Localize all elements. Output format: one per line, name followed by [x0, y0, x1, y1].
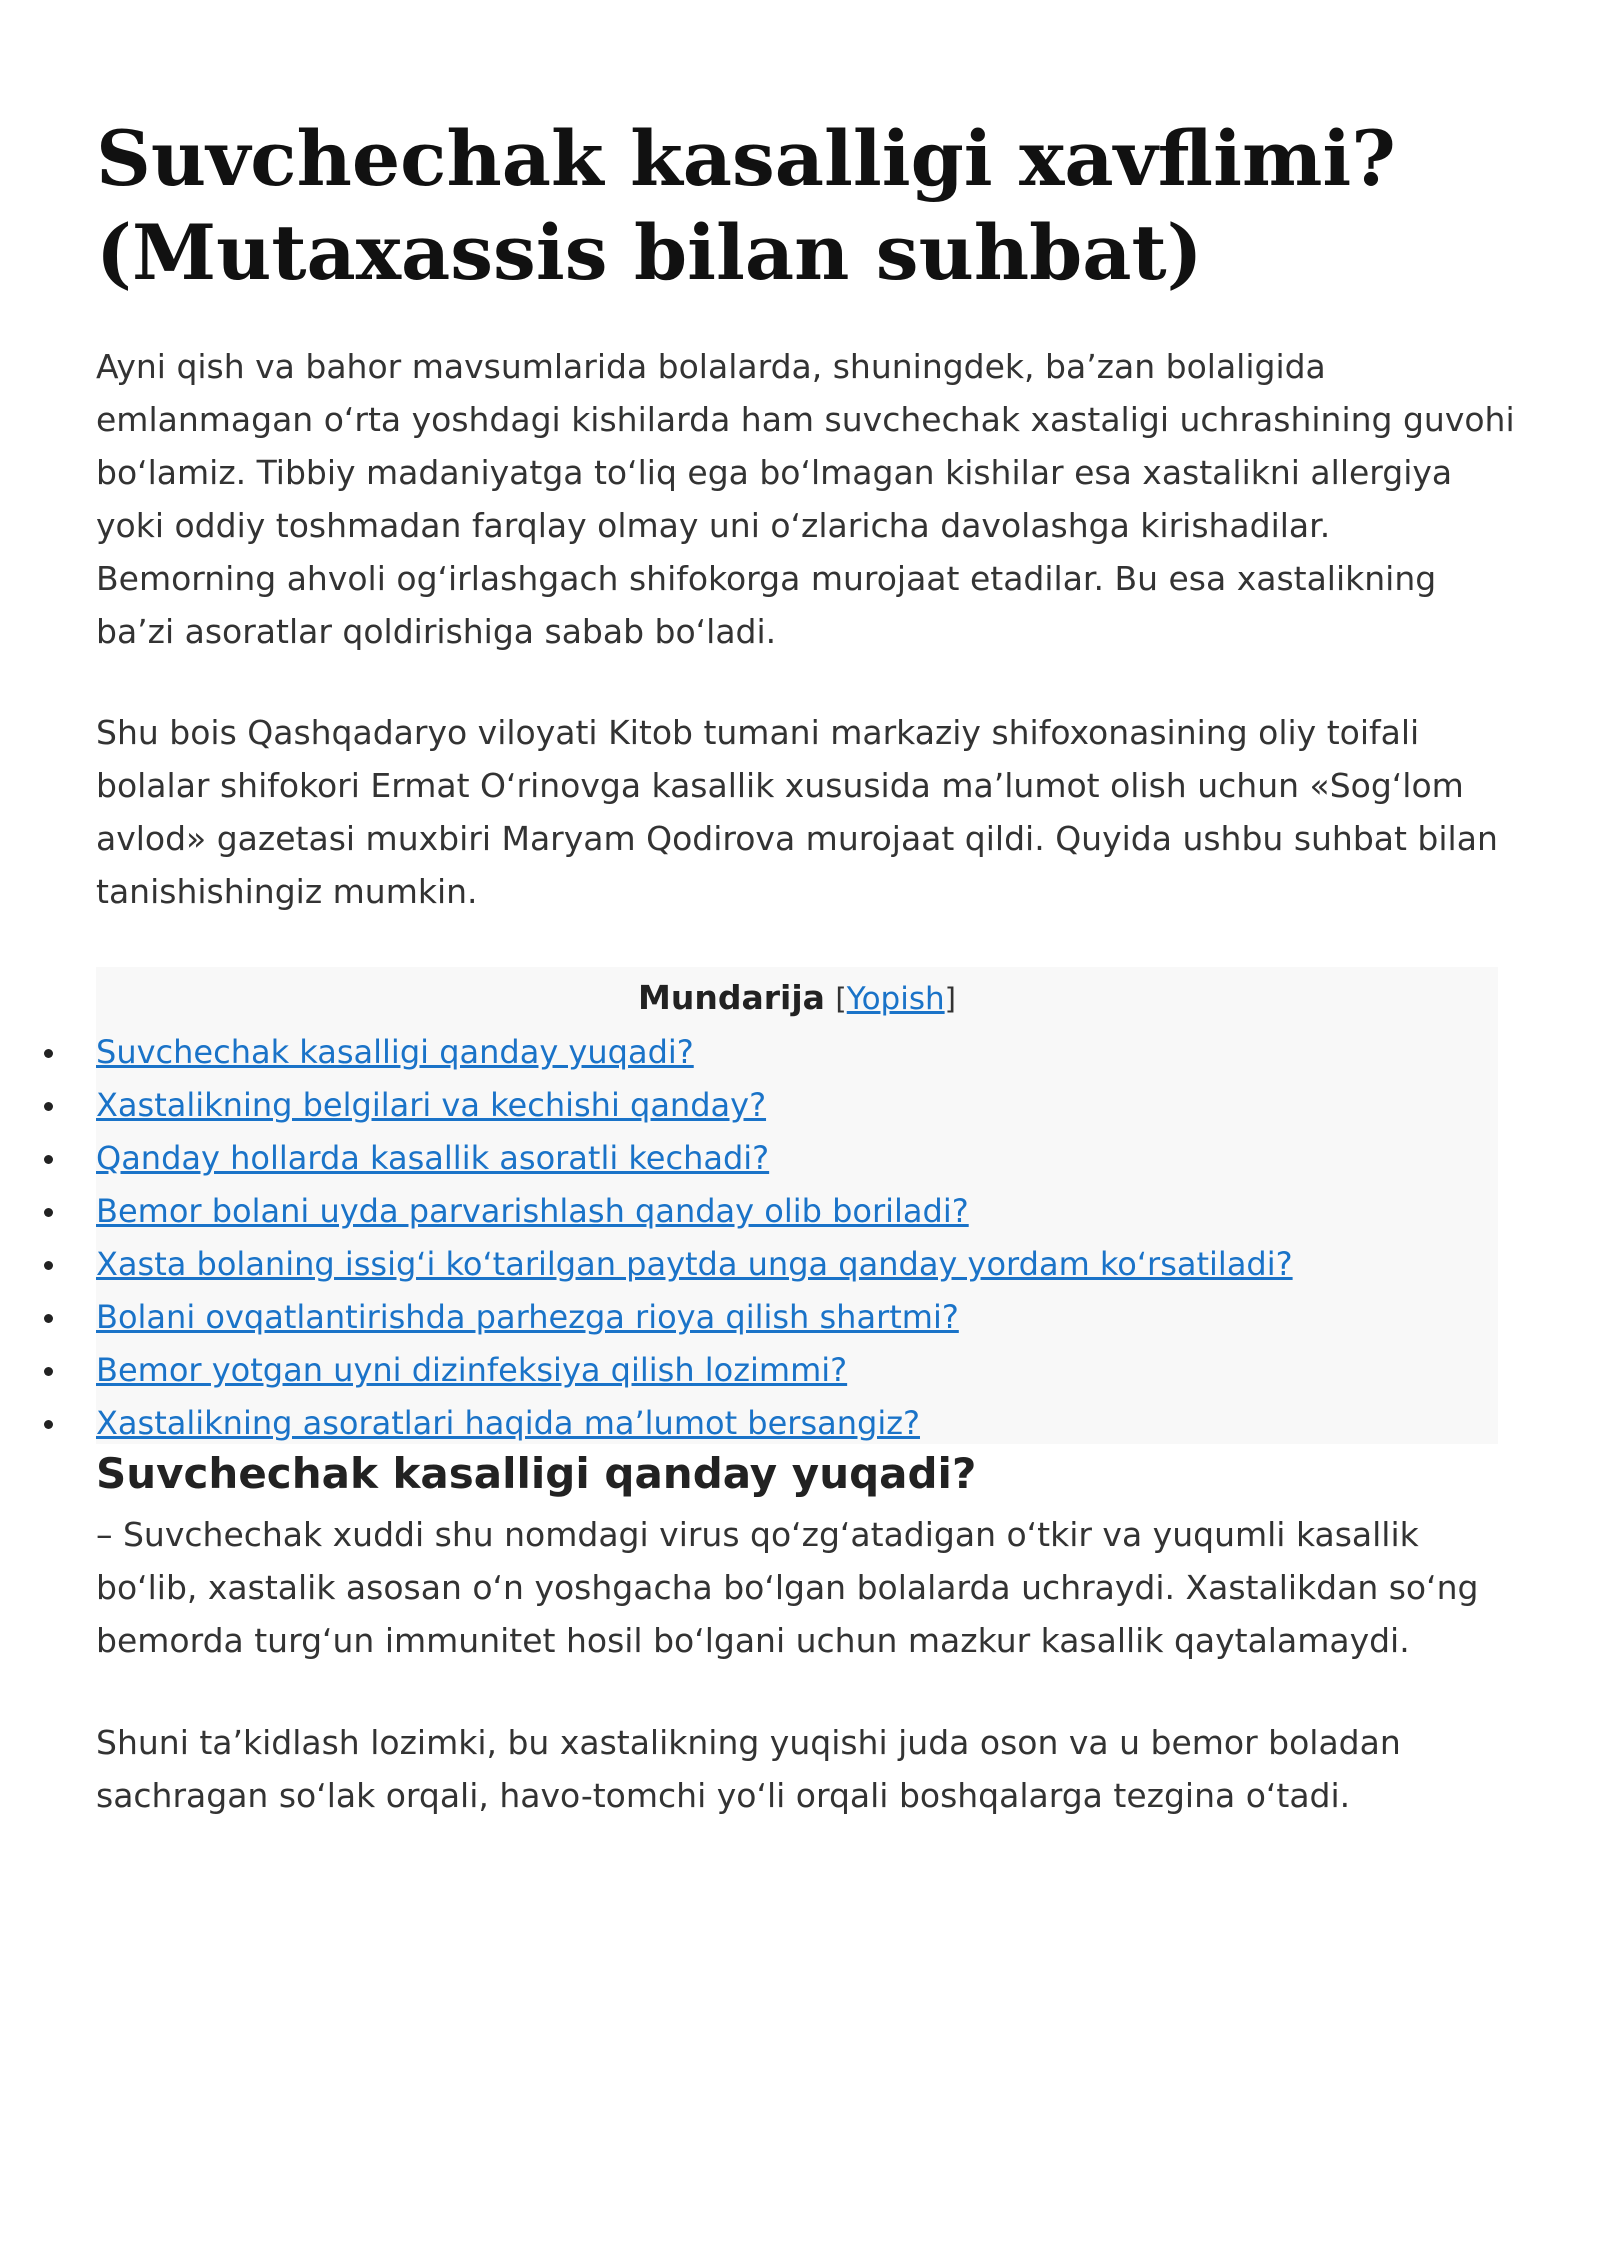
- article-title: Suvchechak kasalligi xavflimi? (Mutaxassis bilan suhbat): [96, 114, 1396, 297]
- toc-heading: Mundarija: [638, 978, 825, 1017]
- bullet-icon: [44, 1367, 53, 1376]
- section-paragraph-2: Shuni ta’kidlash lozimki, bu xastalikning yuqishi juda oson va u bemor boladan sachragan so‘lak orqali, havo-tomchi yo‘li orqali boshqalarga tezgina o‘tadi.: [96, 1723, 1401, 1815]
- toc-link-symptoms[interactable]: Xastalikning belgilari va kechishi qanday?: [96, 1086, 767, 1124]
- toc-item: [96, 1292, 1516, 1345]
- toc-link-diet[interactable]: Bolani ovqatlantirishda parhezga rioya qilish shartmi?: [96, 1298, 959, 1336]
- toc-bracket-open: [: [835, 982, 847, 1016]
- toc-item: [96, 1186, 1516, 1239]
- toc-list: [96, 1027, 1516, 1451]
- bullet-icon: [44, 1420, 53, 1429]
- toc-item: [96, 1345, 1516, 1398]
- section-heading: Suvchechak kasalligi qanday yuqadi?: [96, 1449, 977, 1498]
- toc-link-disinfection[interactable]: Bemor yotgan uyni dizinfeksiya qilish lozimmi?: [96, 1351, 848, 1389]
- intro-paragraph-1: Ayni qish va bahor mavsumlarida bolalarda, shuningdek, ba’zan bolaligida emlanmagan o‘rta yoshdagi kishilarda ham suvchechak xastaligi uchrashining guvohi bo‘lamiz. Tibbiy madaniyatga to‘liq ega bo‘lmagan kishilar esa xastalikni allergiya yoki oddiy toshmadan farqlay olmay uni o‘zlaricha davolashga kirishadilar. Bemorning ahvoli og‘irlashgach shifokorga murojaat etadilar. Bu esa xastalikning ba’zi asoratlar qoldirishiga sabab bo‘ladi.: [96, 347, 1515, 651]
- toc-item: [96, 1133, 1516, 1186]
- toc-item: [96, 1080, 1516, 1133]
- toc-title-row: [96, 973, 1498, 1024]
- toc-link-home-care[interactable]: Bemor bolani uyda parvarishlash qanday olib boriladi?: [96, 1192, 969, 1230]
- toc-bracket-close: ]: [944, 982, 956, 1016]
- toc-item: [96, 1027, 1516, 1080]
- toc-toggle-link[interactable]: Yopish: [846, 981, 945, 1017]
- intro-paragraph-2: Shu bois Qashqadaryo viloyati Kitob tumani markaziy shifoxonasining oliy toifali bolalar shifokori Ermat O‘rinovga kasallik xususida ma’lumot olish uchun «Sog‘lom avlod» gazetasi muxbiri Maryam Qodirova murojaat qildi. Quyida ushbu suhbat bilan tanishishingiz mumkin.: [96, 713, 1498, 911]
- bullet-icon: [44, 1155, 53, 1164]
- bullet-icon: [44, 1314, 53, 1323]
- bullet-icon: [44, 1208, 53, 1217]
- toc-item: [96, 1398, 1516, 1451]
- section-paragraph-1: – Suvchechak xuddi shu nomdagi virus qo‘zg‘atadigan o‘tkir va yuqumli kasallik bo‘lib, xastalik asosan o‘n yoshgacha bo‘lgan bolalarda uchraydi. Xastalikdan so‘ng bemorda turg‘un immunitet hosil bo‘lgani uchun mazkur kasallik qaytalamaydi.: [96, 1515, 1479, 1660]
- toc-link-fever-help[interactable]: Xasta bolaning issig‘i ko‘tarilgan paytda unga qanday yordam ko‘rsatiladi?: [96, 1245, 1293, 1283]
- toc-link-how-transmitted[interactable]: Suvchechak kasalligi qanday yuqadi?: [96, 1033, 694, 1071]
- toc-link-complications-when[interactable]: Qanday hollarda kasallik asoratli kechadi?: [96, 1139, 770, 1177]
- toc-item: [96, 1239, 1516, 1292]
- bullet-icon: [44, 1261, 53, 1270]
- toc-link-complications-info[interactable]: Xastalikning asoratlari haqida ma’lumot bersangiz?: [96, 1404, 920, 1442]
- bullet-icon: [44, 1049, 53, 1058]
- bullet-icon: [44, 1102, 53, 1111]
